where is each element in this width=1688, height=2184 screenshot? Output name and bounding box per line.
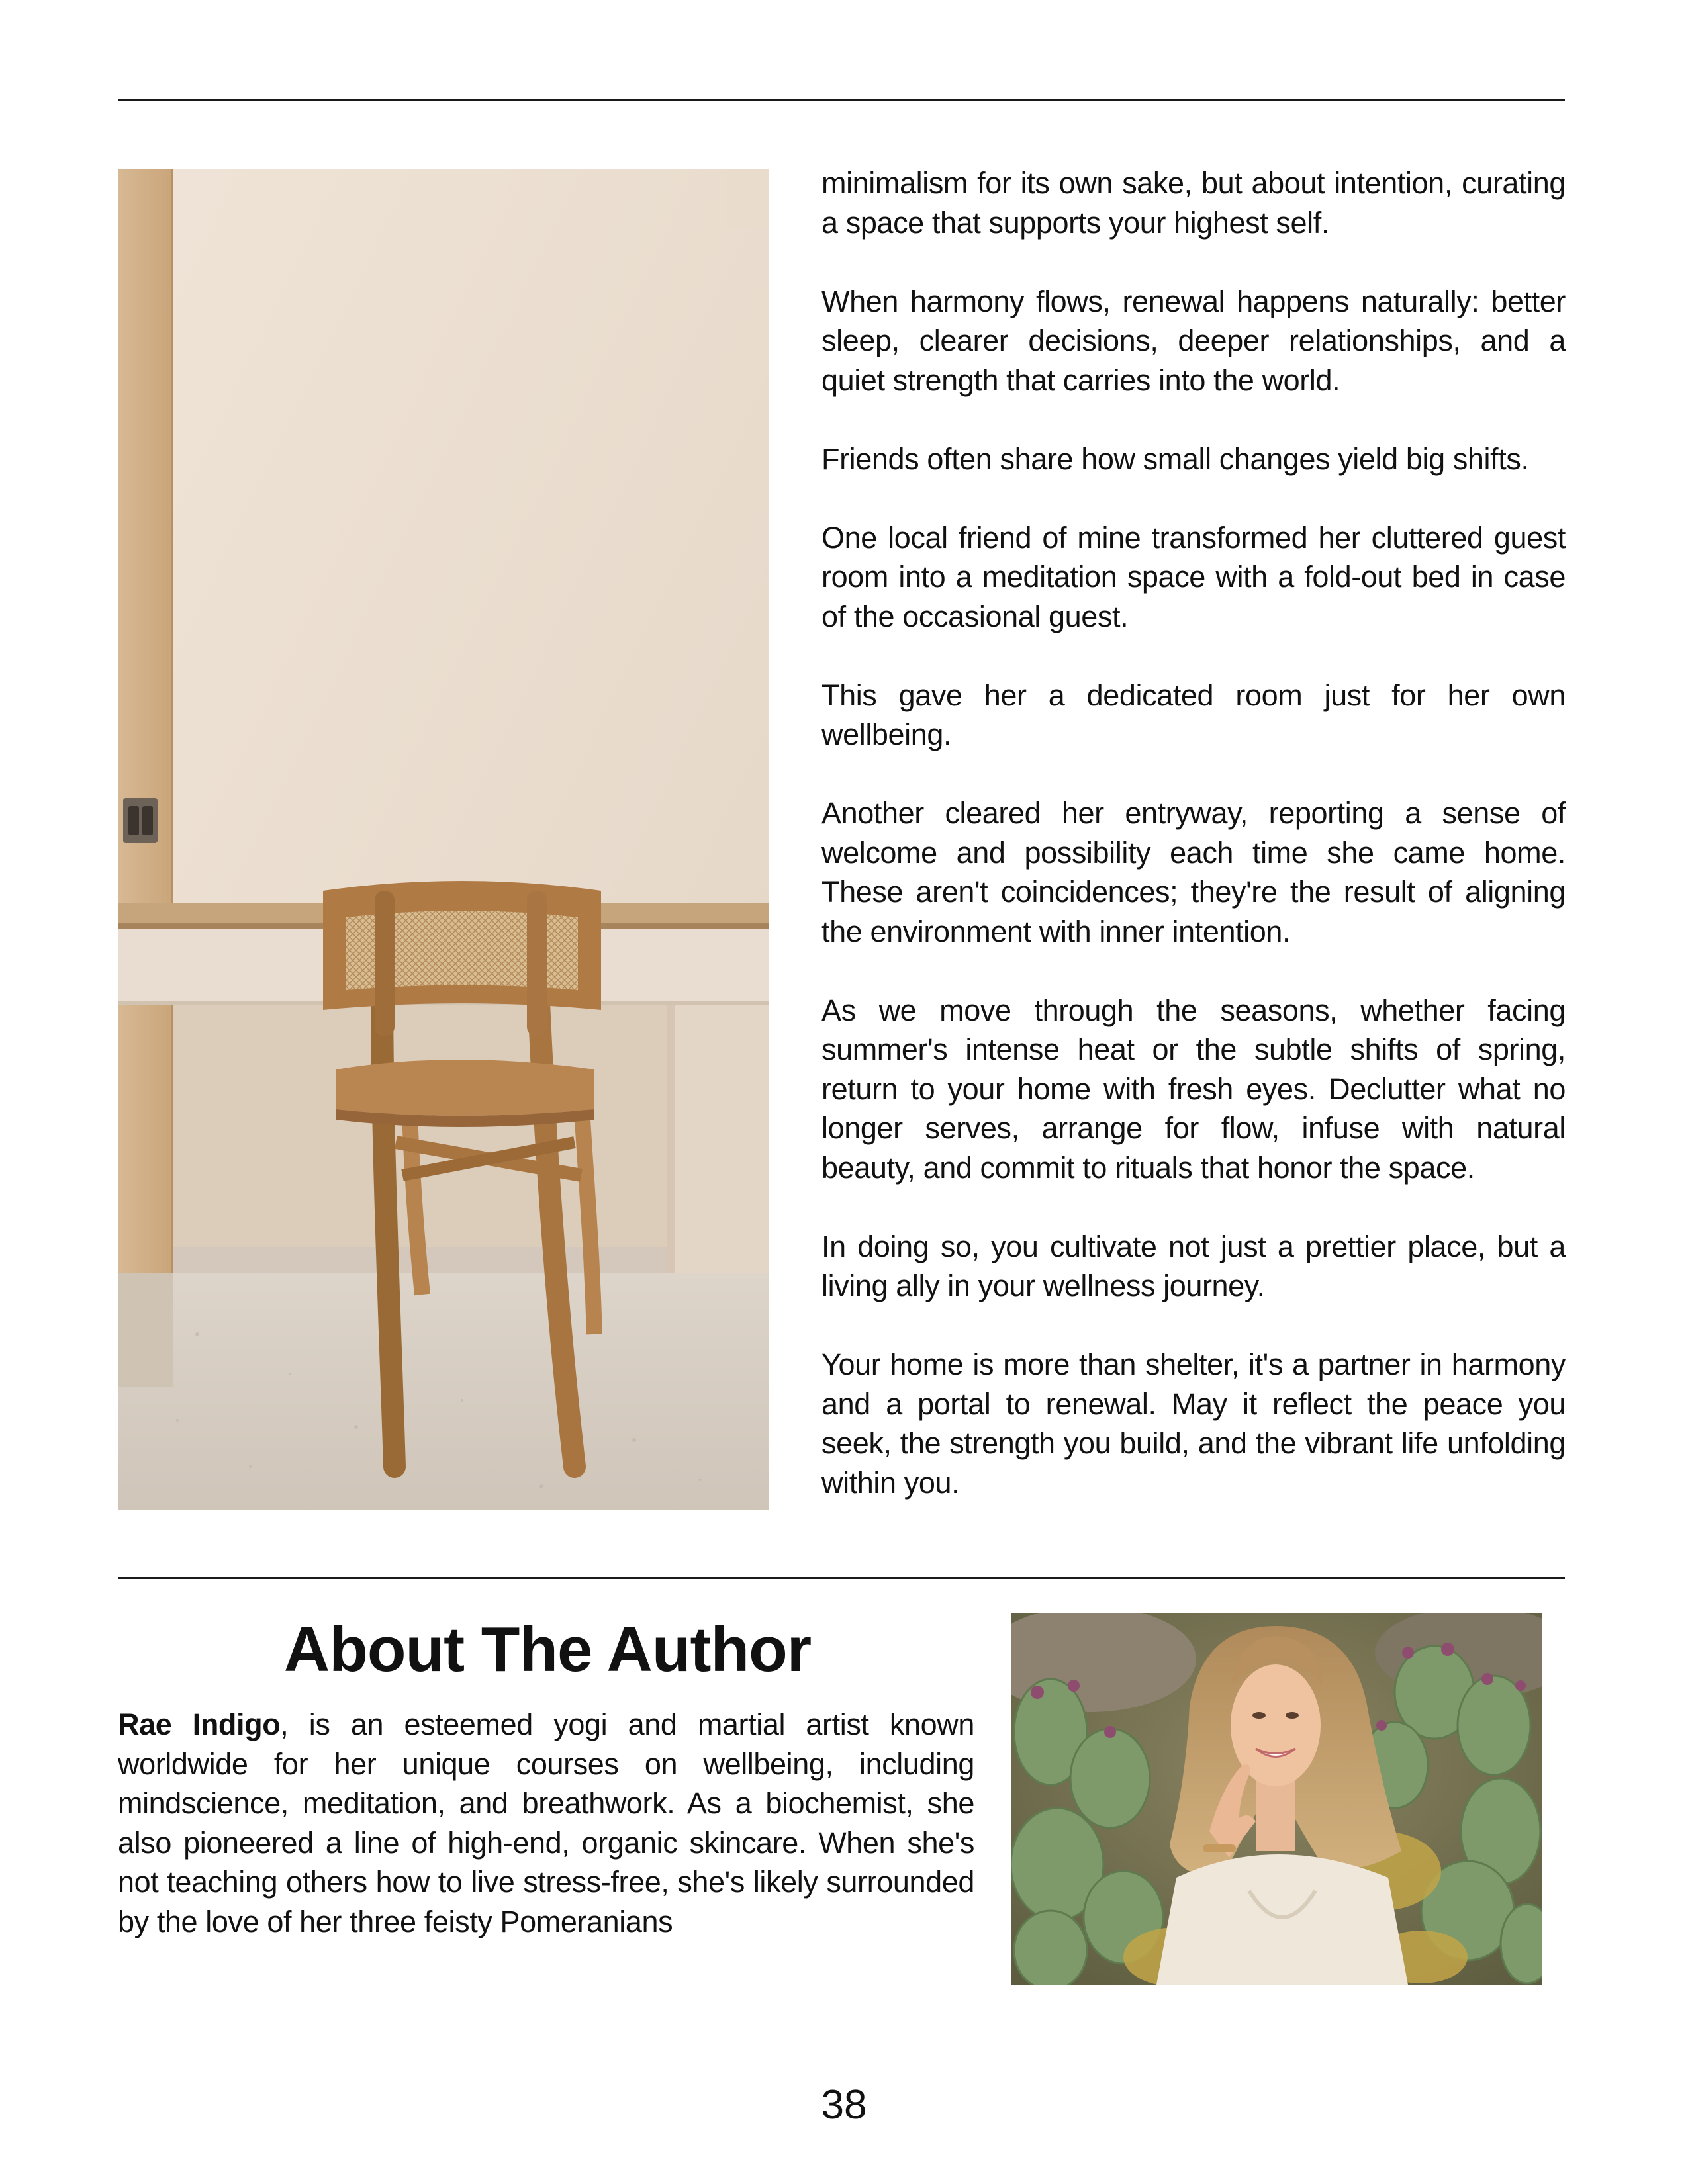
- page-number: 38: [821, 2082, 867, 2128]
- article-paragraph: Another cleared her entryway, reporting a sense of welcome and possibility each time she came home. These aren't coincidences; they're the result of aligning the environment with inner intention.: [821, 796, 1566, 948]
- article-text-column: [821, 163, 1566, 1542]
- article-paragraph: When harmony flows, renewal happens naturally: better sleep, clearer decisions, deeper relationships, and a quiet strength that carries into the world.: [821, 284, 1566, 397]
- article-paragraph: This gave her a dedicated room just for her own wellbeing.: [821, 678, 1566, 751]
- top-divider: [118, 99, 1565, 101]
- section-divider: [118, 1577, 1565, 1579]
- interior-chair-photo: [118, 169, 769, 1510]
- article-paragraph: In doing so, you cultivate not just a prettier place, but a living ally in your wellness journey.: [821, 1229, 1566, 1302]
- author-name: Rae Indigo: [118, 1707, 281, 1741]
- author-bio: [118, 1705, 974, 1941]
- article-paragraph: minimalism for its own sake, but about intention, curating a space that supports your highest self.: [821, 166, 1566, 240]
- article-paragraph: Friends often share how small changes yield big shifts.: [821, 441, 1529, 476]
- about-author-heading: About The Author: [283, 1614, 812, 1685]
- author-portrait-photo: [1011, 1613, 1542, 1985]
- author-bio-text: , is an esteemed yogi and martial artist known worldwide for her unique courses on wellbeing, including mindscience, meditation, and breathwork. As a biochemist, she also pioneered a line of high-end, organic skincare. When she's not teaching others how to live stress-free, she's likely surrounded by the love of her three feisty Pomeranians: [118, 1707, 974, 1938]
- article-paragraph: Your home is more than shelter, it's a partner in harmony and a portal to renewal. May it reflect the peace you seek, the strength you build, and the vibrant life unfolding within you.: [821, 1347, 1566, 1500]
- article-paragraph: One local friend of mine transformed her cluttered guest room into a meditation space with a fold-out bed in case of the occasional guest.: [821, 520, 1566, 633]
- article-paragraph: As we move through the seasons, whether facing summer's intense heat or the subtle shifts of spring, return to your home with fresh eyes. Declutter what no longer serves, arrange for flow, infuse with natural beauty, and commit to rituals that honor the space.: [821, 993, 1566, 1185]
